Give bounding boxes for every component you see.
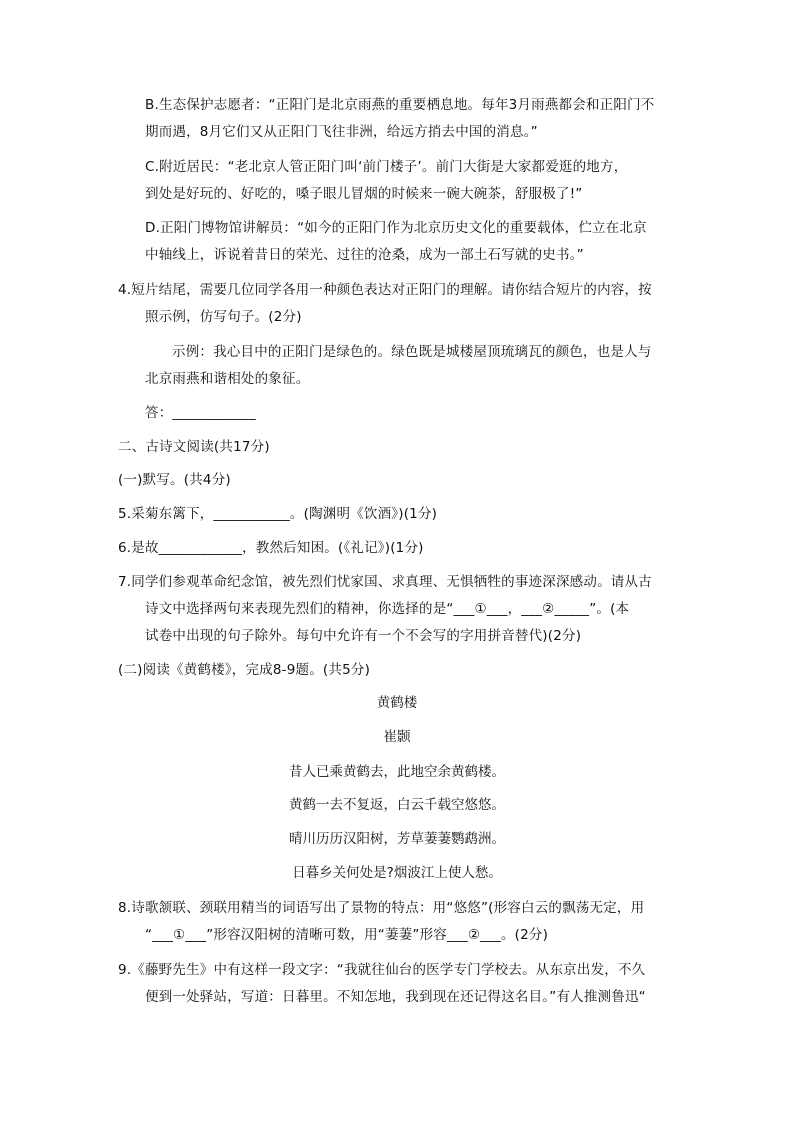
section2-part2-heading: (二)阅读《黄鹤楼》，完成8-9题。(共5分) <box>118 662 371 678</box>
q3-option-b-line1: B.生态保护志愿者：“正阳门是北京雨燕的重要栖息地。每年3月雨燕都会和正阳门不 <box>145 97 655 113</box>
q4-example-line2: 北京雨燕和谐相处的象征。 <box>145 371 310 387</box>
q3-option-c-line2: 到处是好玩的、好吃的，嗓子眼儿冒烟的时候来一碗大碗茶，舒服极了!” <box>145 186 583 202</box>
poem-author: 崔颢 <box>383 729 411 745</box>
question-9-line1: 9.《藤野先生》中有这样一段文字：“我就往仙台的医学专门学校去。从东京出发，不久 <box>118 962 646 978</box>
question-6: 6.是故____________，教然后知困。(《礼记》)(1分) <box>118 540 424 556</box>
q3-option-b-line2: 期而遇，8月它们又从正阳门飞往非洲，给远方捎去中国的消息。” <box>145 124 538 140</box>
poem-line: 黄鹤一去不复返，白云千载空悠悠。 <box>289 797 505 813</box>
section2-title: 二、古诗文阅读(共17分) <box>118 439 270 455</box>
q4-line2: 照示例，仿写句子。(2分) <box>145 309 302 325</box>
poem-line: 日暮乡关何处是?烟波江上使人愁。 <box>292 865 502 881</box>
section2-part1-heading: (一)默写。(共4分) <box>118 472 231 488</box>
question-5: 5.采菊东篱下，___________。(陶渊明《饮酒》)(1分) <box>118 506 438 522</box>
q3-option-d-line1: D.正阳门博物馆讲解员：“如今的正阳门作为北京历史文化的重要载体，伫立在北京 <box>145 220 647 236</box>
poem-line: 晴川历历汉阳树，芳草萋萋鹦鹉洲。 <box>289 831 505 847</box>
q4-example-line1: 示例：我心目中的正阳门是绿色的。绿色既是城楼屋顶琉璃瓦的颜色，也是人与 <box>172 344 652 360</box>
question-7-line3: 试卷中出现的句子除外。每句中允许有一个不会写的字用拼音替代)(2分) <box>145 628 582 644</box>
question-8-line1: 8.诗歌颔联、颈联用精当的词语写出了景物的特点：用“悠悠”(形容白云的飘荡无定，用 <box>118 900 645 916</box>
q3-option-d-line2: 中轴线上，诉说着昔日的荣光、过往的沧桑，成为一部土石写就的史书。” <box>145 247 584 263</box>
poem-title: 黄鹤楼 <box>376 695 418 711</box>
poem-line: 昔人已乘黄鹤去，此地空余黄鹤楼。 <box>289 764 505 780</box>
question-7-line2: 诗文中选择两句来表现先烈们的精神，你选择的是“___①___，___②_____”。(本 <box>145 601 630 617</box>
question-9-line2: 便到一处驿站，写道：日暮里。不知怎地，我到现在还记得这名目。”有人推测鲁迅“ <box>145 989 646 1005</box>
q4-answer-line: 答：____________ <box>145 405 256 421</box>
question-7-line1: 7.同学们参观革命纪念馆，被先烈们忧家国、求真理、无惧牺牲的事迹深深感动。请从古 <box>118 574 652 590</box>
question-8-line2: “___①___”形容汉阳树的清晰可数，用“萋萋”形容___②___。(2分) <box>145 927 549 943</box>
q3-option-c-line1: C.附近居民：“老北京人管正阳门叫‘前门楼子’。前门大街是大家都爱逛的地方， <box>145 159 628 175</box>
q4-line1: 4.短片结尾，需要几位同学各用一种颜色表达对正阳门的理解。请你结合短片的内容，按 <box>118 282 652 298</box>
